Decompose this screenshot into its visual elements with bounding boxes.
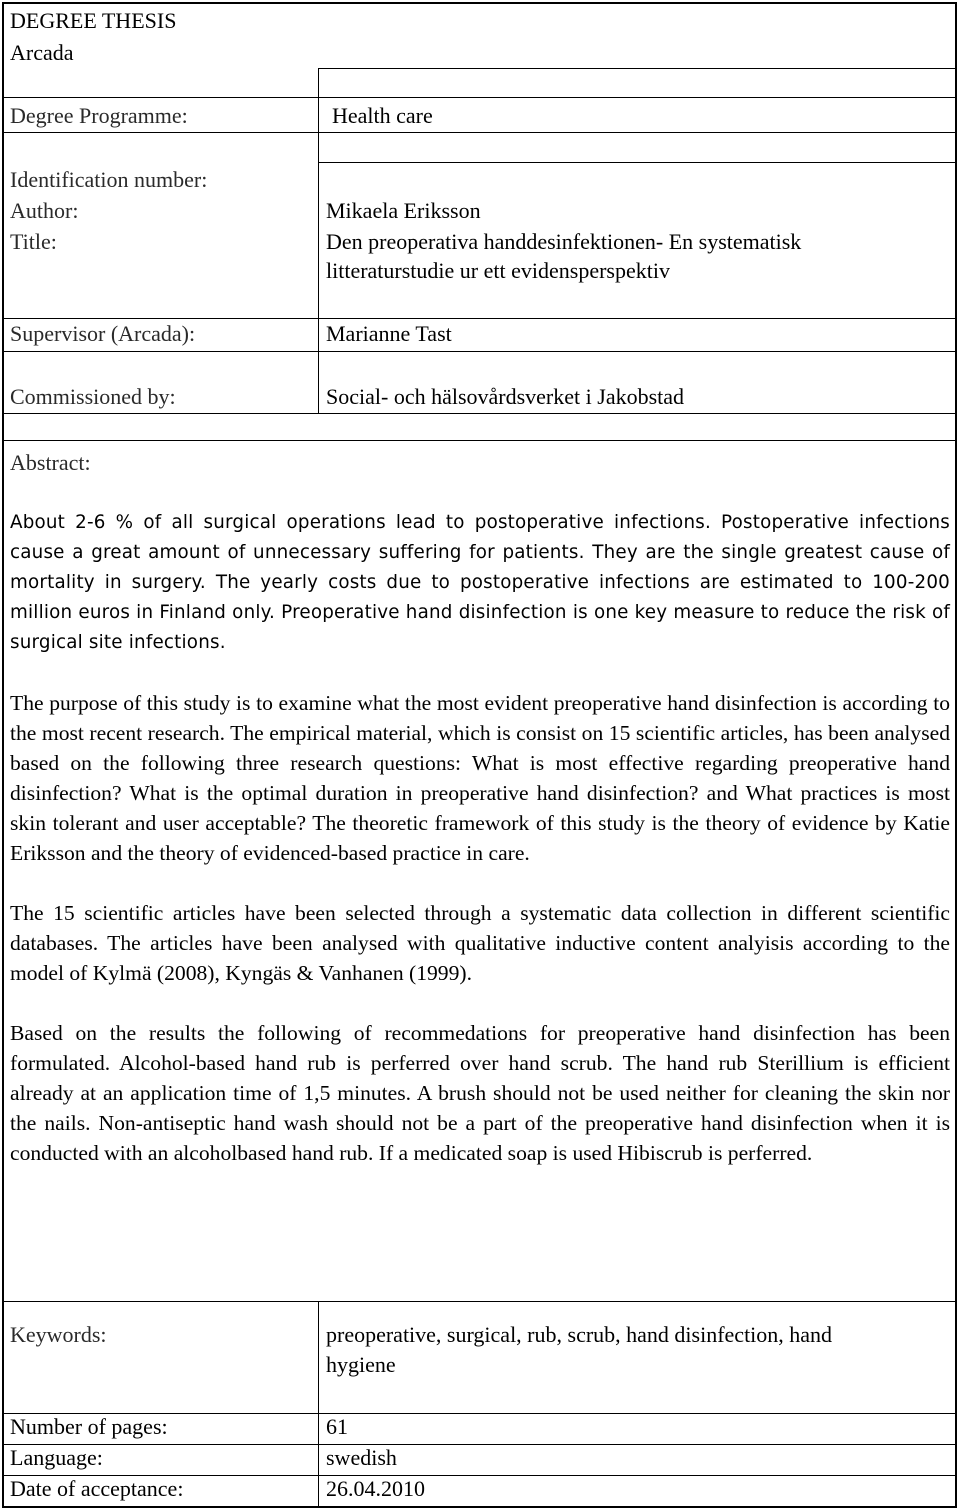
degree-programme-value: Health care [332,103,433,128]
rule [2,132,957,133]
title-value-line2: litteraturstudie ur ett evidensperspektiv [326,258,670,283]
abstract-paragraph: The purpose of this study is to examine what the most evident preoperative hand disinfection is according to the most recent research. The empirical material, which is consist on 15 scientific articles, has been analysed based on the following three research questions: What is most effective regarding preoperative hand disinfection? What is the optimal duration in preoperative hand disinfection? and What practices is most skin tolerant and user acceptable? The theoretic framework of this study is the theory of evidence by Katie Eriksson and the theory of evidenced-based practice in care. [10,691,950,865]
language-value: swedish [326,1445,397,1470]
date-value: 26.04.2010 [326,1476,425,1501]
pages-value: 61 [326,1414,348,1439]
title-label: Title: [10,229,57,254]
rule [318,68,957,69]
identification-label: Identification number: [10,167,208,192]
date-label: Date of acceptance: [10,1476,184,1501]
rule [2,97,957,98]
abstract-paragraph: Based on the results the following of recommedations for preoperative hand disinfection has been formulated. Alcohol-based hand rub is perferred over hand scrub. The hand rub Sterillium is efficient already at an application time of 1,5 minutes. A brush should not be used neither for cleaning the skin nor the nails. Non-antiseptic hand wash should not be a part of the preoperative hand disinfection when it is conducted with an alcoholbased hand rub. If a medicated soap is used Hibiscrub is perferred. [10,1021,950,1165]
rule [318,162,957,163]
title-value-line1: Den preoperativa handdesinfektionen- En systematisk [326,229,802,254]
institution: Arcada [10,40,74,65]
language-label: Language: [10,1445,103,1470]
rule [2,1301,957,1302]
keywords-label: Keywords: [10,1322,107,1347]
column-divider [318,68,319,413]
author-label: Author: [10,198,79,223]
column-divider [318,1301,319,1508]
abstract-paragraph: The 15 scientific articles have been selected through a systematic data collection in different scientific databases. The articles have been analysed with qualitative inductive content analyisis according to the model of Kylmä (2008), Kyngäs & Vanhanen (1999). [10,901,950,985]
commissioned-value: Social- och hälsovårdsverket i Jakobstad [326,384,685,409]
degree-programme-label: Degree Programme: [10,103,188,128]
abstract-body [10,508,950,1198]
commissioned-label: Commissioned by: [10,384,176,409]
keywords-value-line2: hygiene [326,1352,396,1377]
author-value: Mikaela Eriksson [326,198,481,223]
rule [2,440,957,441]
abstract-paragraph: About 2-6 % of all surgical operations lead to postoperative infections. Postoperative infections cause a great amount of unnecessary suffering for patients. They are the single greatest cause of mortality in surgery. The yearly costs due to postoperative infections are estimated to 100-200 million euros in Finland only. Preoperative hand disinfection is one key measure to reduce the risk of surgical site infections. [10,512,950,653]
pages-label: Number of pages: [10,1414,168,1439]
document-title: DEGREE THESIS [10,8,177,33]
rule [2,413,957,414]
keywords-value-line1: preoperative, surgical, rub, scrub, hand disinfection, hand [326,1322,833,1347]
supervisor-value: Marianne Tast [326,321,452,346]
rule [2,351,957,352]
rule [2,1444,957,1445]
supervisor-label: Supervisor (Arcada): [10,321,196,346]
abstract-label: Abstract: [10,450,91,475]
